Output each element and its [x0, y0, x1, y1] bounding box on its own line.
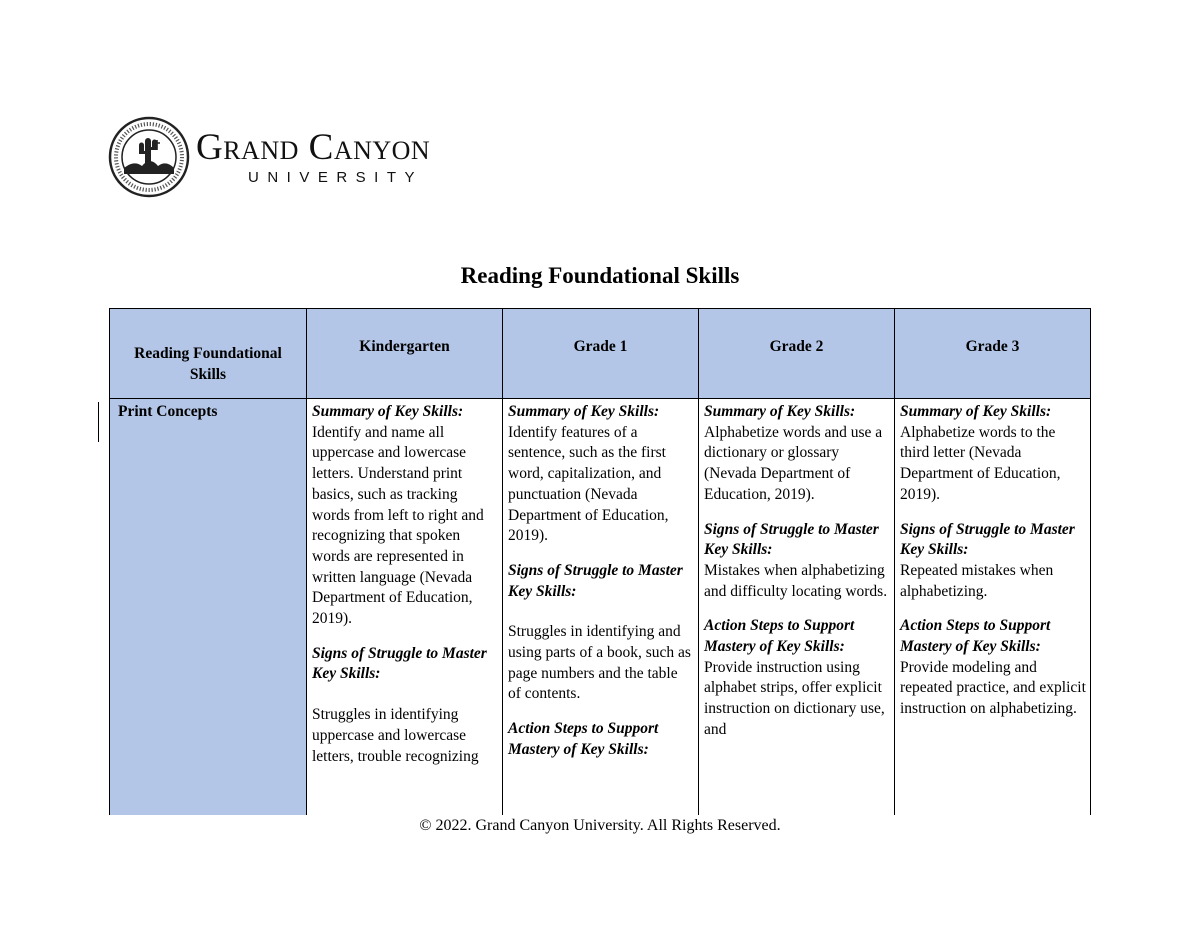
header-grade-1: Grade 1 [503, 309, 699, 399]
summary-label: Summary of Key Skills: [312, 403, 464, 420]
skills-table [109, 308, 1091, 815]
action-text: Provide modeling and repeated practice, and explicit instruction on alphabetizing. [900, 658, 1086, 718]
signs-label: Signs of Struggle to Master Key Skills: [312, 644, 487, 683]
signs-label: Signs of Struggle to Master Key Skills: [704, 520, 879, 559]
signs-text: Struggles in identifying and using parts of a book, such as page numbers and the table of contents. [508, 623, 691, 703]
text-cursor [98, 402, 99, 442]
logo-name: Grand Canyon [196, 126, 431, 168]
table-header-row [110, 309, 1091, 399]
summary-text: Alphabetize words and use a dictionary or glossary (Nevada Department of Education, 2019). [704, 423, 883, 503]
copyright-footer: © 2022. Grand Canyon University. All Rights Reserved. [419, 817, 781, 834]
skills-table-container [109, 308, 1091, 815]
signs-label: Signs of Struggle to Master Key Skills: [508, 561, 683, 600]
header-grade-3: Grade 3 [895, 309, 1091, 399]
university-seal-icon [108, 116, 190, 198]
action-label: Action Steps to Support Mastery of Key Skills: [900, 617, 1051, 656]
action-label: Action Steps to Support Mastery of Key Skills: [508, 720, 659, 758]
cell-grade-3 [895, 399, 1091, 816]
signs-text: Mistakes when alphabetizing and difficulty locating words. [704, 561, 888, 600]
summary-label: Summary of Key Skills: [508, 403, 660, 420]
logo-subtitle: UNIVERSITY [248, 168, 424, 186]
university-logo [108, 116, 430, 198]
summary-label: Summary of Key Skills: [704, 403, 856, 420]
row-label: Print Concepts [110, 399, 307, 816]
table-row [110, 399, 1091, 816]
signs-text: Struggles in identifying uppercase and lowercase letters, trouble recognizing [312, 706, 479, 765]
signs-label: Signs of Struggle to Master Key Skills: [900, 520, 1075, 559]
header-grade-2: Grade 2 [699, 309, 895, 399]
action-label: Action Steps to Support Mastery of Key Skills: [704, 617, 855, 656]
summary-text: Alphabetize words to the third letter (Nevada Department of Education, 2019). [900, 423, 1061, 503]
header-kindergarten: Kindergarten [307, 309, 503, 399]
signs-text: Repeated mistakes when alphabetizing. [900, 561, 1054, 600]
header-skills: Reading Foundational Skills [110, 309, 307, 399]
document-title: Reading Foundational Skills [460, 263, 740, 288]
cell-kindergarten [307, 399, 503, 816]
summary-text: Identify and name all uppercase and lowercase letters. Understand print basics, such as tracking words from left to right and recognizing that spoken words are represented in written language (Nevada Department of Education, 2019). [312, 423, 484, 628]
action-text: Provide instruction using alphabet strips, offer explicit instruction on dictionary use, and [704, 658, 885, 738]
cell-grade-2 [699, 399, 895, 816]
summary-text: Identify features of a sentence, such as the first word, capitalization, and punctuation (Nevada Department of Education, 2019). [508, 423, 669, 545]
summary-label: Summary of Key Skills: [900, 403, 1052, 420]
cell-grade-1 [503, 399, 699, 816]
